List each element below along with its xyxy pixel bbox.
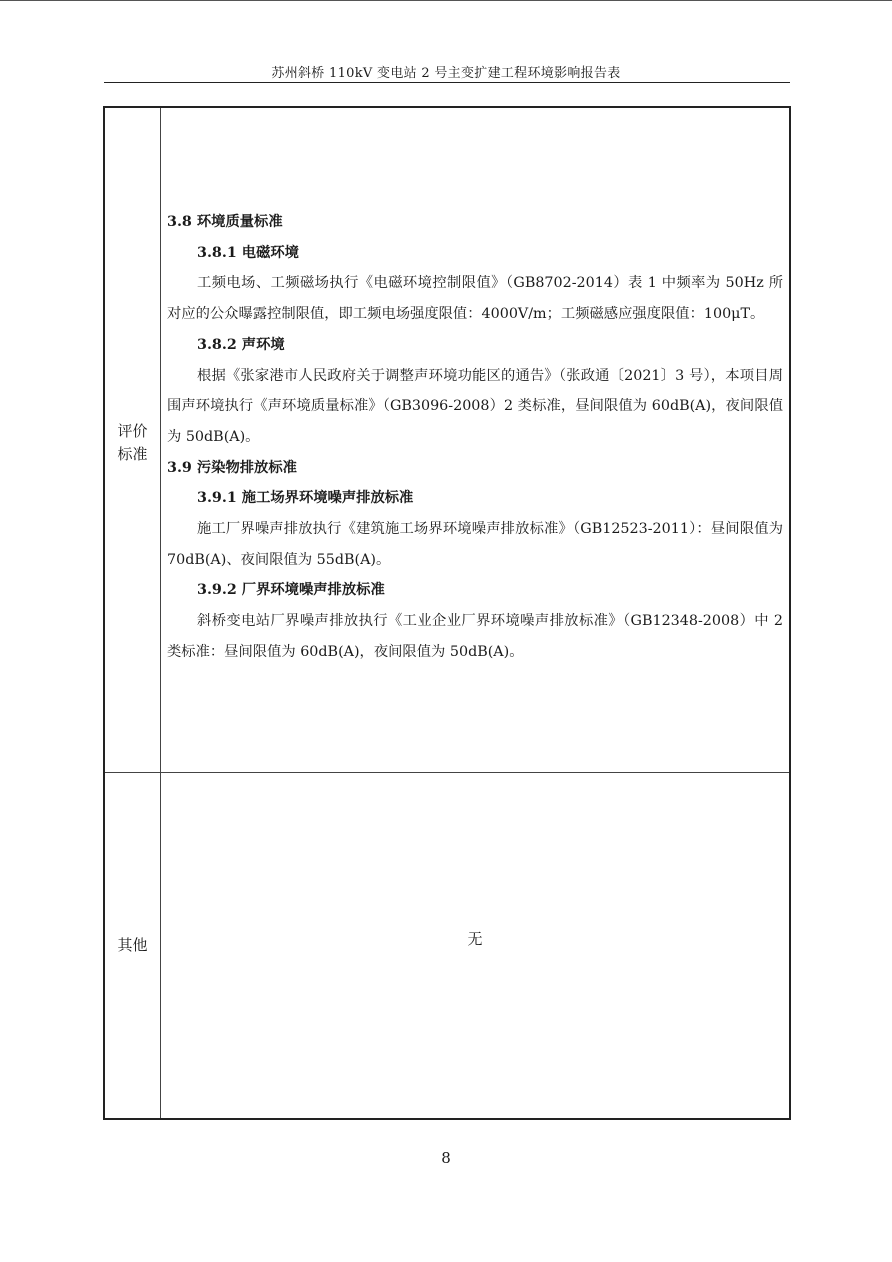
row-label-evaluation-standard [105, 420, 160, 466]
section-3-9-2-heading: 3.9.2 厂界环境噪声排放标准 [197, 582, 385, 599]
table-row-divider [105, 772, 789, 773]
other-row-value: 无 [467, 930, 483, 948]
header-rule [104, 82, 790, 83]
table-column-divider [160, 108, 161, 1118]
section-3-9-heading: 3.9 污染物排放标准 [167, 459, 297, 476]
row-label-line: 标准 [117, 445, 148, 463]
section-3-8-1-heading: 3.8.1 电磁环境 [197, 244, 299, 261]
document-header-title: 苏州斜桥 110kV 变电站 2 号主变扩建工程环境影响报告表 [271, 66, 621, 81]
evaluation-standard-content [167, 207, 783, 668]
row-label-line: 评价 [117, 422, 148, 440]
row-label-other: 其他 [117, 936, 148, 954]
section-3-9-1-paragraph: 施工厂界噪声排放执行《建筑施工场界环境噪声排放标准》（GB12523-2011）：昼间限值为 70dB(A)、夜间限值为 55dB(A)。 [167, 521, 783, 568]
page-top-border [0, 0, 892, 1]
section-3-9-2-paragraph: 斜桥变电站厂界噪声排放执行《工业企业厂界环境噪声排放标准》（GB12348-2008）中 2 类标准：昼间限值为 60dB(A)，夜间限值为 50dB(A)。 [167, 613, 783, 660]
page-number: 8 [441, 1149, 451, 1167]
section-3-8-2-heading: 3.8.2 声环境 [197, 336, 285, 353]
section-3-8-heading: 3.8 环境质量标准 [167, 214, 283, 230]
section-3-8-2-paragraph: 根据《张家港市人民政府关于调整声环境功能区的通告》（张政通〔2021〕3 号），本项目周围声环境执行《声环境质量标准》（GB3096-2008）2 类标准，昼间限值为 60dB(A)，夜间限值为 50dB(A)。 [167, 367, 783, 445]
section-3-9-1-heading: 3.9.1 施工场界环境噪声排放标准 [197, 490, 414, 507]
report-table [103, 106, 791, 1120]
section-3-8-1-paragraph: 工频电场、工频磁场执行《电磁环境控制限值》（GB8702-2014）表 1 中频率为 50Hz 所对应的公众曝露控制限值，即工频电场强度限值：4000V/m；工频磁感应强度限值：100μT。 [167, 275, 783, 323]
